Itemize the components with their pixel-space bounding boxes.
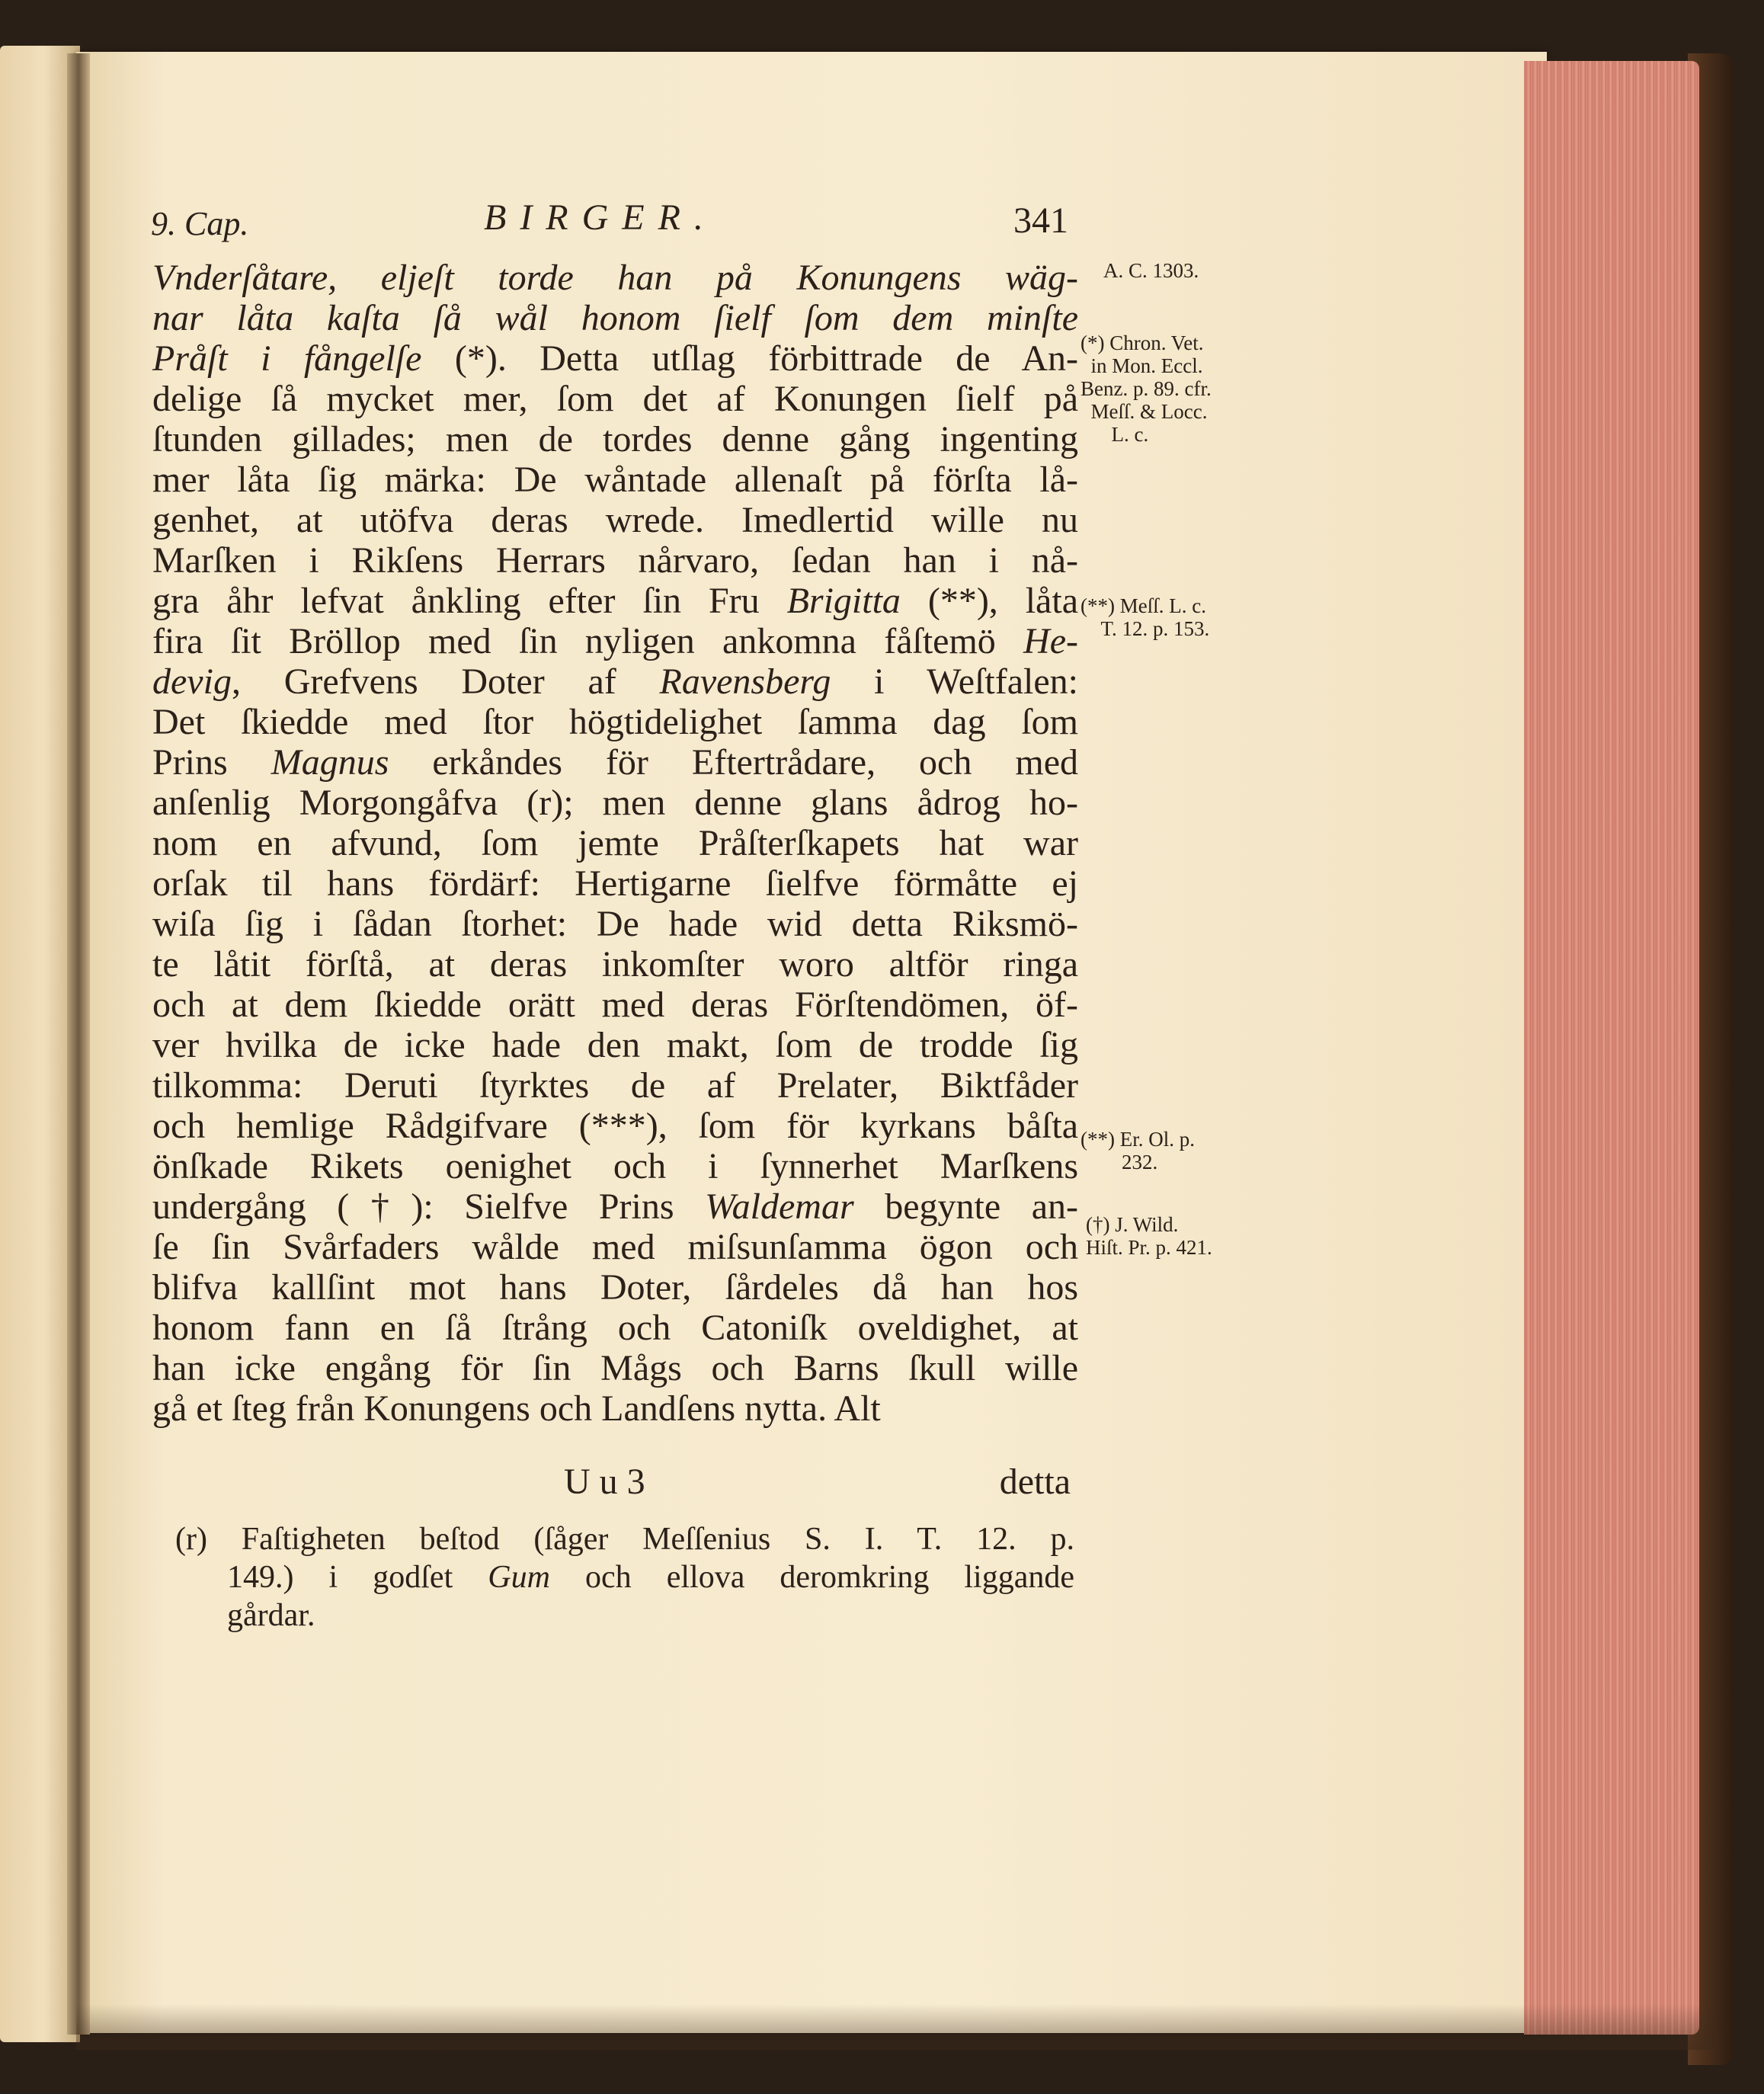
text-run: ſe ſin Svårfaders wålde med miſsunſamma ögon och <box>152 1227 1078 1267</box>
text-run: gra åhr lefvat ånkling efter ſin Fru <box>152 581 787 621</box>
text-run: Prins <box>152 742 271 783</box>
body-line <box>152 1186 1078 1227</box>
text-run: anſenlig Morgongåfva (r); men denne glans ådrog ho- <box>152 783 1078 823</box>
body-line <box>152 661 1078 702</box>
italic-text: Waldemar <box>705 1186 854 1227</box>
text-run: 149.) i godſet <box>227 1560 488 1595</box>
text-run: , Grefvens Doter af <box>231 661 660 702</box>
text-run: och at dem ſkiedde orätt med deras Förſtendömen, öf- <box>152 985 1078 1025</box>
text-run: och ellova deromkring liggande <box>549 1560 1075 1595</box>
body-line <box>152 1065 1078 1106</box>
italic-text: Gum <box>488 1560 550 1595</box>
text-run: fira ſit Bröllop med ſin nyligen ankomna fåſtemö <box>152 621 1024 661</box>
body-line <box>152 379 1078 419</box>
italic-text: devig <box>152 661 232 702</box>
footnote-line <box>175 1596 1074 1635</box>
body-line <box>152 258 1078 298</box>
text-run: nom en afvund, ſom jemte Pråſterſkapets hat war <box>152 823 1078 863</box>
text-run: Det ſkiedde med ſtor högtidelighet ſamma dag ſom <box>152 702 1078 742</box>
body-line <box>152 1025 1078 1065</box>
page-bottom-shadow <box>76 2004 1714 2050</box>
text-run: ver hvilka de icke hade den makt, ſom de trodde ſig <box>152 1025 1078 1065</box>
body-line <box>152 500 1078 540</box>
body-line <box>152 863 1078 904</box>
body-line <box>152 1227 1078 1267</box>
margin-note-messenius: (**) Meſſ. L. c. T. 12. p. 153. <box>1080 594 1210 640</box>
body-line <box>152 783 1078 823</box>
text-run: orſak til hans fördärf: Hertigarne ſielfve förmåtte ej <box>152 863 1078 904</box>
margin-note-chron-vet: (*) Chron. Vet. in Mon. Eccl. Benz. p. 89. cfr. Meſſ. & Locc. L. c. <box>1080 331 1212 446</box>
signature-mark: U u 3 <box>564 1462 645 1502</box>
body-line <box>152 1106 1078 1146</box>
body-line <box>152 985 1078 1025</box>
text-run: och hemlige Rådgifvare (***), ſom för kyrkans båſta <box>152 1106 1078 1146</box>
text-run: te låtit förſtå, at deras inkomſter woro altför ringa <box>152 944 1078 985</box>
body-line <box>152 1388 1078 1429</box>
italic-text: Pråſt i fångelſe <box>152 338 422 379</box>
italic-text: Brigitta <box>786 581 901 621</box>
body-line <box>152 581 1078 621</box>
body-line <box>152 1267 1078 1308</box>
body-line <box>152 419 1078 459</box>
book-gutter <box>67 53 90 2035</box>
text-run: (**), låta <box>900 581 1079 621</box>
main-text-column <box>152 258 1078 1429</box>
body-line <box>152 1146 1078 1186</box>
text-run: gå et ſteg från Konungens och Landſens nytta. Alt <box>152 1388 881 1429</box>
text-run: mer låta ſig märka: De wåntade allenaſt på förſta lå- <box>152 459 1078 500</box>
body-line <box>152 459 1078 500</box>
body-line <box>152 1348 1078 1388</box>
catchword: detta <box>999 1462 1071 1502</box>
text-run: han icke engång för ſin Mågs och Barns ſkull wille <box>152 1348 1078 1388</box>
text-run: Marſken i Rikſens Herrars nårvaro, ſedan han i nå- <box>152 540 1078 581</box>
running-head-title: BIRGER. <box>484 197 717 238</box>
text-run: (r) Faſtigheten beſtod (ſåger Meſſenius S. I. T. 12. p. <box>175 1522 1074 1557</box>
margin-note-year: A. C. 1303. <box>1103 259 1199 282</box>
text-run: gårdar. <box>227 1598 315 1633</box>
italic-text: Vnderſåtare, eljeſt torde han på Konungens wäg- <box>152 258 1078 298</box>
text-run: tilkomma: Deruti ſtyrktes de af Prelater, Biktfåder <box>152 1065 1078 1106</box>
text-run: önſkade Rikets oenighet och i ſynnerhet Marſkens <box>152 1146 1078 1186</box>
margin-note-wild: (†) J. Wild. Hiſt. Pr. p. 421. <box>1086 1213 1212 1259</box>
body-line <box>152 621 1078 661</box>
body-line <box>152 702 1078 742</box>
page-number: 341 <box>1013 200 1068 241</box>
text-run: blifva kallſint mot hans Doter, ſårdeles då han hos <box>152 1267 1078 1308</box>
body-line <box>152 742 1078 783</box>
text-run: genhet, at utöfva deras wrede. Imedlertid wille nu <box>152 500 1078 540</box>
text-run: wiſa ſig i ſådan ſtorhet: De hade wid detta Riksmö- <box>152 904 1078 944</box>
body-line <box>152 540 1078 581</box>
text-run: erkåndes för Eftertrådare, och med <box>389 742 1079 783</box>
footnote-line <box>175 1558 1074 1596</box>
body-line <box>152 904 1078 944</box>
italic-text: Ravensberg <box>659 661 831 702</box>
text-run: (*). Detta utſlag förbittrade de An- <box>421 338 1079 379</box>
body-line <box>152 823 1078 863</box>
text-run: begynte an- <box>853 1186 1079 1227</box>
italic-text: Magnus <box>271 742 389 783</box>
body-line <box>152 944 1078 985</box>
text-run: delige ſå mycket mer, ſom det af Konungen ſielf på <box>152 379 1078 419</box>
text-run: honom fann en ſå ſtrång och Catoniſk oveldighet, at <box>152 1308 1078 1348</box>
body-line <box>152 298 1078 338</box>
italic-text: nar låta kaſta ſå wål honom ſielf ſom dem minſte <box>152 298 1078 338</box>
body-line <box>152 1308 1078 1348</box>
text-run: i Weſtfalen: <box>831 661 1079 702</box>
footnote-line <box>175 1520 1074 1558</box>
italic-text: He- <box>1023 621 1078 661</box>
body-line <box>152 338 1078 379</box>
text-run: undergång (†): Sielfve Prins <box>152 1186 706 1227</box>
footnote <box>175 1520 1074 1635</box>
margin-note-er-ol: (**) Er. Ol. p. 232. <box>1080 1128 1195 1173</box>
running-head-chapter: 9. Cap. <box>151 205 249 242</box>
text-run: ſtunden gillades; men de tordes denne gång ingenting <box>152 419 1078 459</box>
page-block-fore-edge <box>1524 61 1699 2035</box>
